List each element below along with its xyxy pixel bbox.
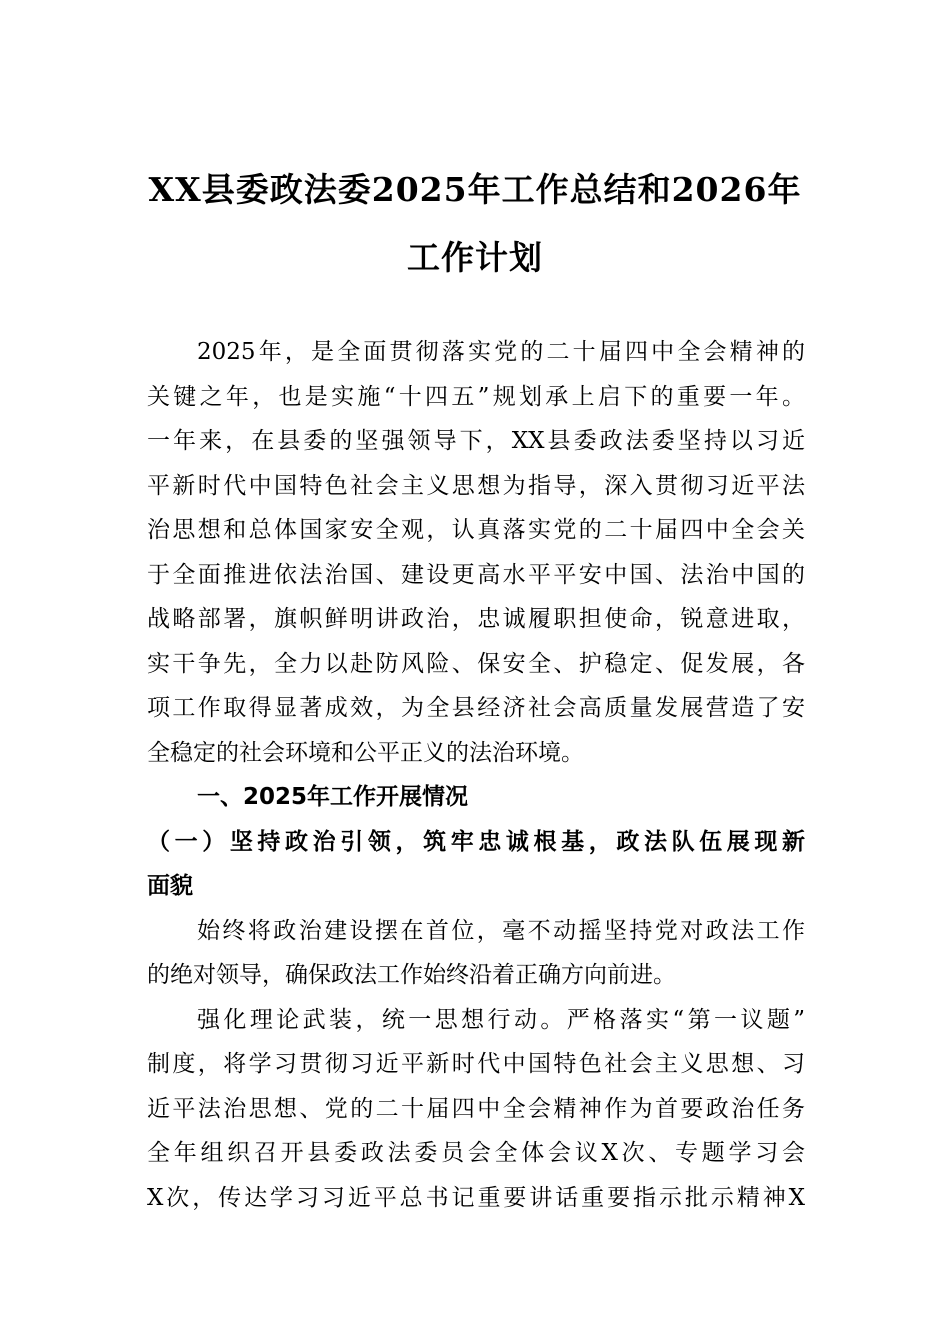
document-body — [147, 330, 805, 1220]
text-line: 强化理论武装，统一思想行动。严格落实“第一议题” — [197, 1006, 805, 1033]
text-line: 全稳定的社会环境和公平正义的法治环境。 — [147, 739, 584, 766]
subsection-heading — [147, 820, 805, 909]
text-line: 一年来，在县委的坚强领导下，XX县委政法委坚持以习近 — [147, 428, 805, 454]
text-line: 近平法治思想、党的二十届四中全会精神作为首要政治任务 — [147, 1095, 805, 1122]
section-heading: 一、2025年工作开展情况 — [197, 784, 469, 810]
text-line: 关键之年，也是实施“十四五”规划承上启下的重要一年。 — [147, 383, 805, 410]
paragraph — [147, 909, 805, 998]
text-line: X次，传达学习习近平总书记重要讲话重要指示批示精神X — [147, 1184, 805, 1211]
text-line: 的绝对领导，确保政法工作始终沿着正确方向前进。 — [147, 962, 676, 988]
intro-paragraph — [147, 330, 805, 775]
paragraph — [147, 998, 805, 1221]
text-line: 治思想和总体国家安全观，认真落实党的二十届四中全会关 — [147, 517, 805, 543]
text-line: 平新时代中国特色社会主义思想为指导，深入贯彻习近平法 — [147, 472, 805, 499]
text-line: 项工作取得显著成效，为全县经济社会高质量发展营造了安 — [147, 695, 805, 721]
text-line: 实干争先，全力以赴防风险、保安全、护稳定、促发展，各 — [147, 650, 805, 677]
text-line: （一）坚持政治引领，筑牢忠诚根基，政法队伍展现新 — [147, 827, 805, 855]
text-line: 于全面推进依法治国、建设更高水平平安中国、法治中国的 — [147, 561, 805, 588]
text-line: 制度，将学习贯彻习近平新时代中国特色社会主义思想、习 — [147, 1051, 805, 1077]
document-title-line-2: 工作计划 — [407, 238, 543, 277]
text-line: 战略部署，旗帜鲜明讲政治，忠诚履职担使命，锐意进取， — [147, 606, 805, 632]
text-line: 始终将政治建设摆在首位，毫不动摇坚持党对政法工作 — [197, 917, 805, 944]
document-title-line-1: XX县委政法委2025年工作总结和2026年 — [148, 170, 802, 209]
text-line: 全年组织召开县委政法委员会全体会议X次、专题学习会 — [147, 1140, 805, 1166]
text-line: 2025年，是全面贯彻落实党的二十届四中全会精神的 — [197, 339, 805, 365]
text-line: 面貌 — [147, 872, 193, 899]
